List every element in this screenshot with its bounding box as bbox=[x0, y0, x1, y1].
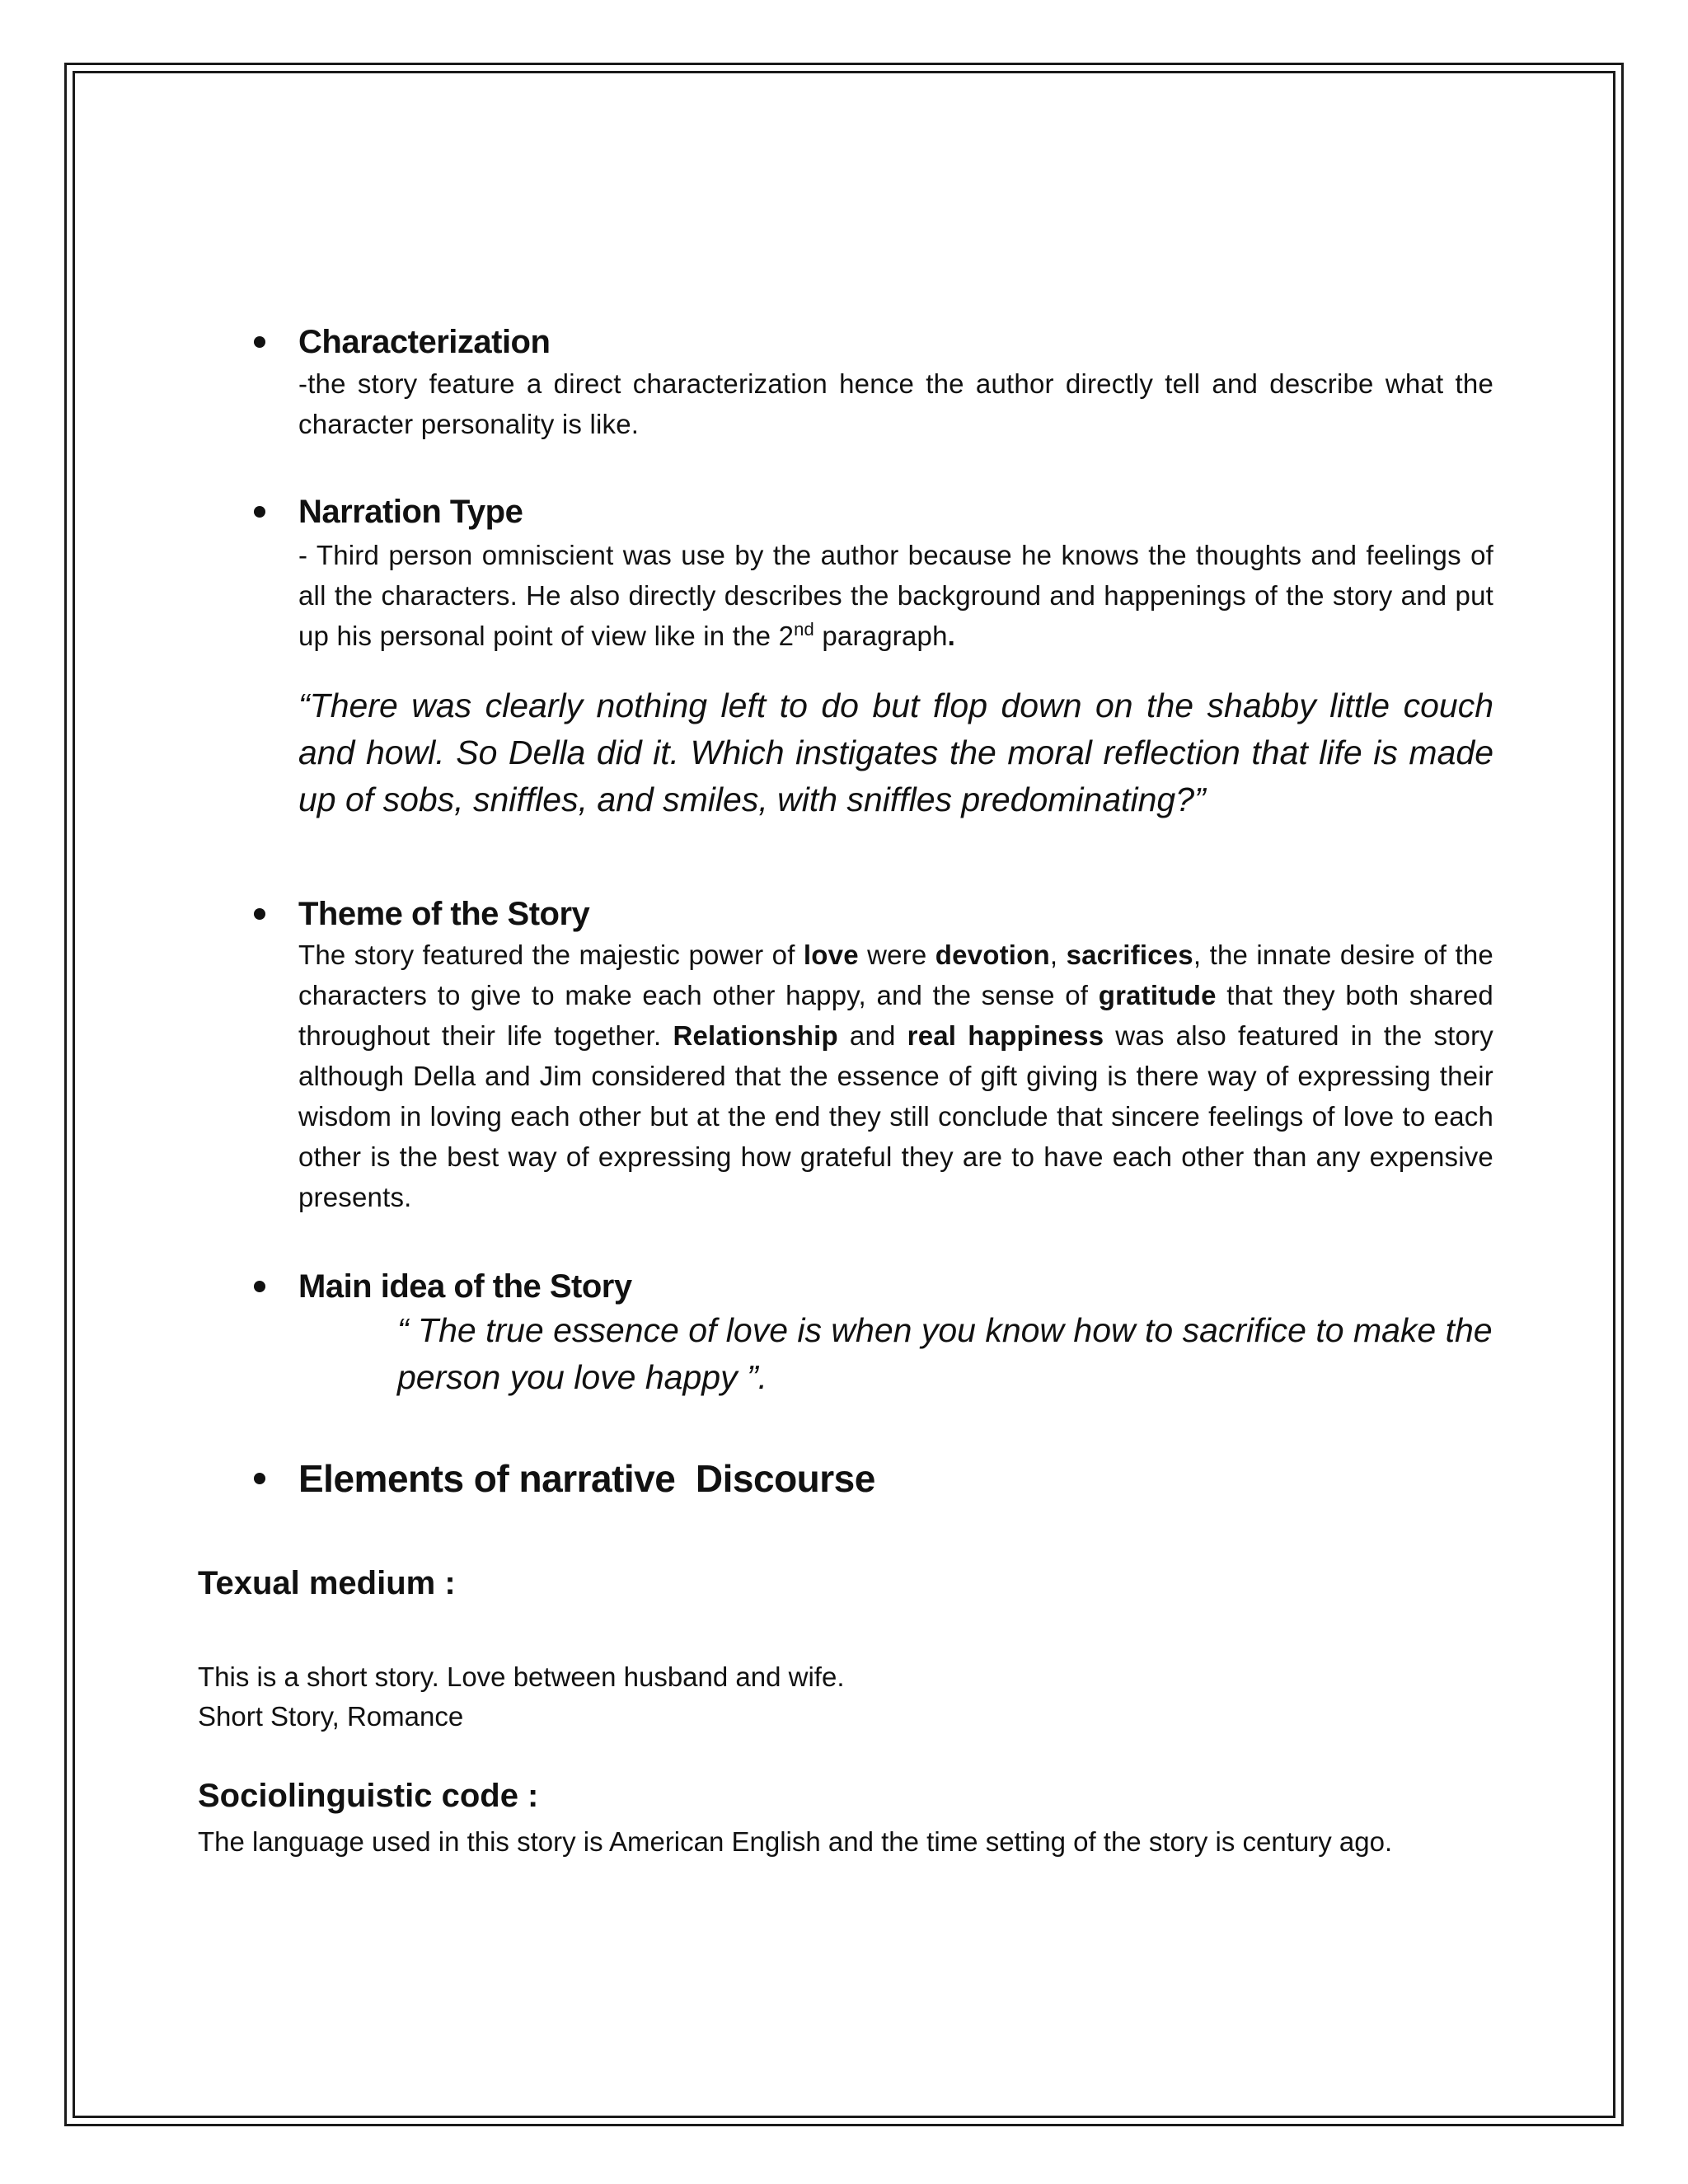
section-main-idea bbox=[298, 1266, 1493, 1401]
main-idea-quote: “ The true essence of love is when you know how to sacrifice to make the person you love happy ”. bbox=[397, 1311, 1493, 1396]
textual-medium-line1: This is a short story. Love between husband and wife. bbox=[198, 1661, 845, 1692]
section-theme bbox=[298, 893, 1493, 1217]
theme-heading: Theme of the Story bbox=[298, 896, 590, 932]
characterization-heading: Characterization bbox=[298, 324, 551, 360]
bullet-icon bbox=[254, 1473, 265, 1484]
section-elements bbox=[298, 1455, 1493, 1502]
narration-text: - Third person omniscient was use by the author because he knows the thoughts and feelings of all the characters. He also directly describes the background and happenings of the story and put up his personal point of view like in the 2nd paragraph. bbox=[298, 540, 1493, 651]
narration-heading: Narration Type bbox=[298, 494, 523, 530]
bullet-icon bbox=[254, 1281, 265, 1292]
bullet-icon bbox=[254, 336, 265, 348]
section-narration-type bbox=[298, 491, 1493, 823]
sociolinguistic-heading: Sociolinguistic code : bbox=[198, 1778, 539, 1814]
bullet-icon bbox=[254, 506, 265, 518]
textual-medium-heading: Texual medium : bbox=[198, 1565, 456, 1601]
textual-medium-line2: Short Story, Romance bbox=[198, 1701, 464, 1732]
main-idea-heading: Main idea of the Story bbox=[298, 1268, 632, 1305]
elements-heading: Elements of narrative Discourse bbox=[298, 1457, 875, 1500]
characterization-text: -the story feature a direct characterization hence the author directly tell and describe what the character personality is like. bbox=[298, 368, 1493, 439]
theme-text: The story featured the majestic power of love were devotion, sacrifices, the innate desire of the characters to give to make each other happy, and the sense of gratitude that they both shared throughout their life together. Relationship and real happiness was also featured in the story although Della and Jim considered that the essence of gift giving is there way of expressing their wisdom in loving each other but at the end they still conclude that sincere feelings of love to each other is the best way of expressing how grateful they are to have each other than any expensive presents. bbox=[298, 940, 1493, 1212]
bullet-icon bbox=[254, 908, 265, 920]
narration-quote: “There was clearly nothing left to do but flop down on the shabby little couch and howl. So Della did it. Which instigates the moral reflection that life is made up of sobs, sniffles, and smiles, with sniffles predominating?” bbox=[298, 687, 1493, 818]
sociolinguistic-text: The language used in this story is American English and the time setting of the story is century ago. bbox=[198, 1826, 1393, 1857]
section-characterization bbox=[298, 321, 1493, 444]
